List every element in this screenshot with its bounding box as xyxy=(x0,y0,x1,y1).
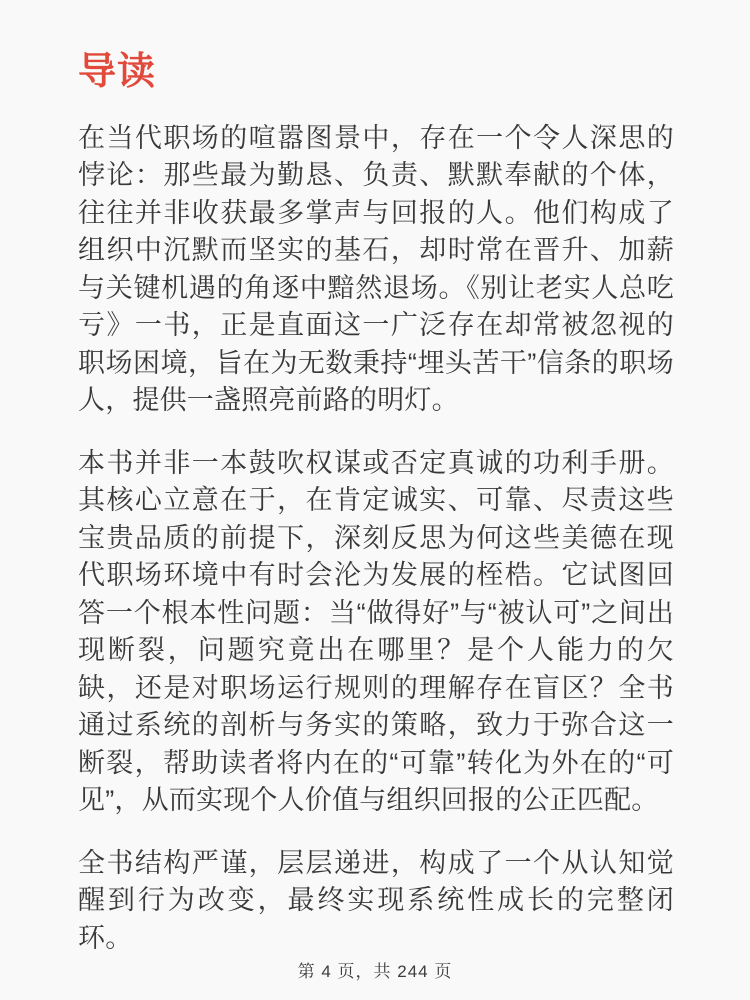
body-paragraph: 在当代职场的喧嚣图景中，存在一个令人深思的悖论：那些最为勤恳、负责、默默奉献的个体，往往并非收获最多掌声与回报的人。他们构成了组织中沉默而坚实的基石，却时常在晋升、加薪与关键机遇的角逐中黯然退场。《别让老实人总吃亏》一书，正是直面这一广泛存在却常被忽视的职场困境，旨在为无数秉持“埋头苦干”信条的职场人，提供一盏照亮前路的明灯。 xyxy=(78,122,674,416)
body-paragraph: 全书结构严谨，层层递进，构成了一个从认知觉醒到行为改变，最终实现系统性成长的完整闭环。 xyxy=(78,847,674,953)
chapter-title: 导读 xyxy=(78,51,157,93)
body-paragraph: 本书并非一本鼓吹权谋或否定真诚的功利手册。其核心立意在于，在肯定诚实、可靠、尽责这些宝贵品质的前提下，深刻反思为何这些美德在现代职场环境中有时会沦为发展的桎梏。它试图回答一个根本性问题：当“做得好”与“被认可”之间出现断裂，问题究竟出在哪里？是个人能力的欠缺，还是对职场运行规则的理解存在盲区？全书通过系统的剖析与务实的策略，致力于弥合这一断裂，帮助读者将内在的“可靠”转化为外在的“可见”，从而实现个人价值与组织回报的公正匹配。 xyxy=(78,447,674,816)
page-indicator: 第 4 页，共 244 页 xyxy=(297,962,453,981)
